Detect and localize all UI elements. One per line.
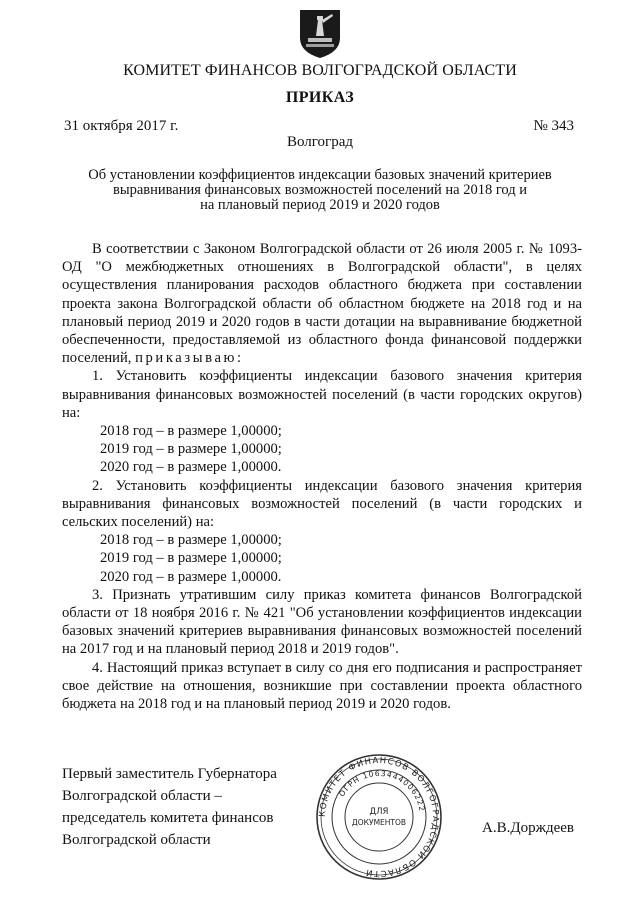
signatory-title-line: Первый заместитель Губернатора [62, 766, 277, 782]
signatory-name: А.В.Дорждеев [482, 820, 574, 836]
item-2-value: 2019 год – в размере 1,00000; [100, 550, 282, 567]
official-seal-stamp [314, 752, 444, 882]
document-date: 31 октября 2017 г. [64, 118, 179, 134]
order-word: приказываю: [135, 350, 244, 367]
document-body [62, 240, 582, 713]
item-2-value: 2018 год – в размере 1,00000; [100, 532, 282, 549]
preamble-paragraph [62, 240, 582, 367]
document-number: № 343 [533, 118, 574, 134]
stamp-inner-text: ОГРН 1063444006222 [337, 768, 427, 813]
item-1-value: 2018 год – в размере 1,00000; [100, 423, 282, 440]
stamp-center-bottom: ДОКУМЕНТОВ [351, 818, 407, 827]
preamble-text: В соответствии с Законом Волгоградской области от 26 июля 2005 г. № 1093-ОД "О межбюджетных отношениях в Волгоградской области", в целях осуществления планирования расходов областного бюджета при составлении проекта закона Волгоградской области об областном бюджете на 2018 год и на плановый период 2019 и 2020 годов в части дотации на выравнивание бюджетной обеспеченности, предоставляемой из областного фонда финансовой поддержки поселений, [62, 241, 582, 367]
organization-name: КОМИТЕТ ФИНАНСОВ ВОЛГОГРАДСКОЙ ОБЛАСТИ [123, 62, 517, 79]
item-1-value: 2020 год – в размере 1,00000. [100, 459, 282, 476]
subject-line: выравнивания финансовых возможностей поселений на 2018 год и [113, 182, 527, 198]
subject-line: на плановый период 2019 и 2020 годов [200, 197, 440, 213]
item-1-value: 2019 год – в размере 1,00000; [100, 441, 282, 458]
item-3-paragraph: 3. Признать утратившим силу приказ комитета финансов Волгоградской области от 18 ноября 2016 г. № 421 "Об установлении коэффициентов индексации базовых значений критериев выравнивания финансовых возможностей поселений на 2017 год и на плановый период 2018 и 2019 годов". [62, 586, 582, 658]
item-1-paragraph: 1. Установить коэффициенты индексации базового значения критерия выравнивания финансовых возможностей поселений (в части городских округов) на: [62, 368, 582, 421]
signatory-title-line: председатель комитета финансов [62, 810, 274, 826]
document-subject [60, 168, 580, 213]
stamp-outer-text: КОМИТЕТ ФИНАНСОВ ВОЛГОГРАДСКОЙ ОБЛАСТИ [317, 755, 441, 879]
coat-of-arms-emblem [296, 8, 344, 60]
signatory-title [62, 763, 277, 851]
item-2-value: 2020 год – в размере 1,00000. [100, 568, 282, 585]
item-4-paragraph: 4. Настоящий приказ вступает в силу со дня его подписания и распространяет свое действие на отношения, возникшие при составлении проекта областного бюджета на 2018 год и на плановый период 2019 и 2020 годов. [62, 659, 582, 713]
item-2-paragraph: 2. Установить коэффициенты индексации базового значения критерия выравнивания финансовых возможностей поселений (в части городских и сельских поселений) на: [62, 477, 582, 531]
signatory-title-line: Волгоградской области [62, 832, 211, 848]
stamp-center-top: ДЛЯ [369, 807, 389, 817]
subject-line: Об установлении коэффициентов индексации базовых значений критериев [88, 167, 552, 183]
document-type: ПРИКАЗ [285, 89, 355, 106]
document-city: Волгоград [286, 134, 353, 150]
signatory-title-line: Волгоградской области – [62, 788, 222, 804]
